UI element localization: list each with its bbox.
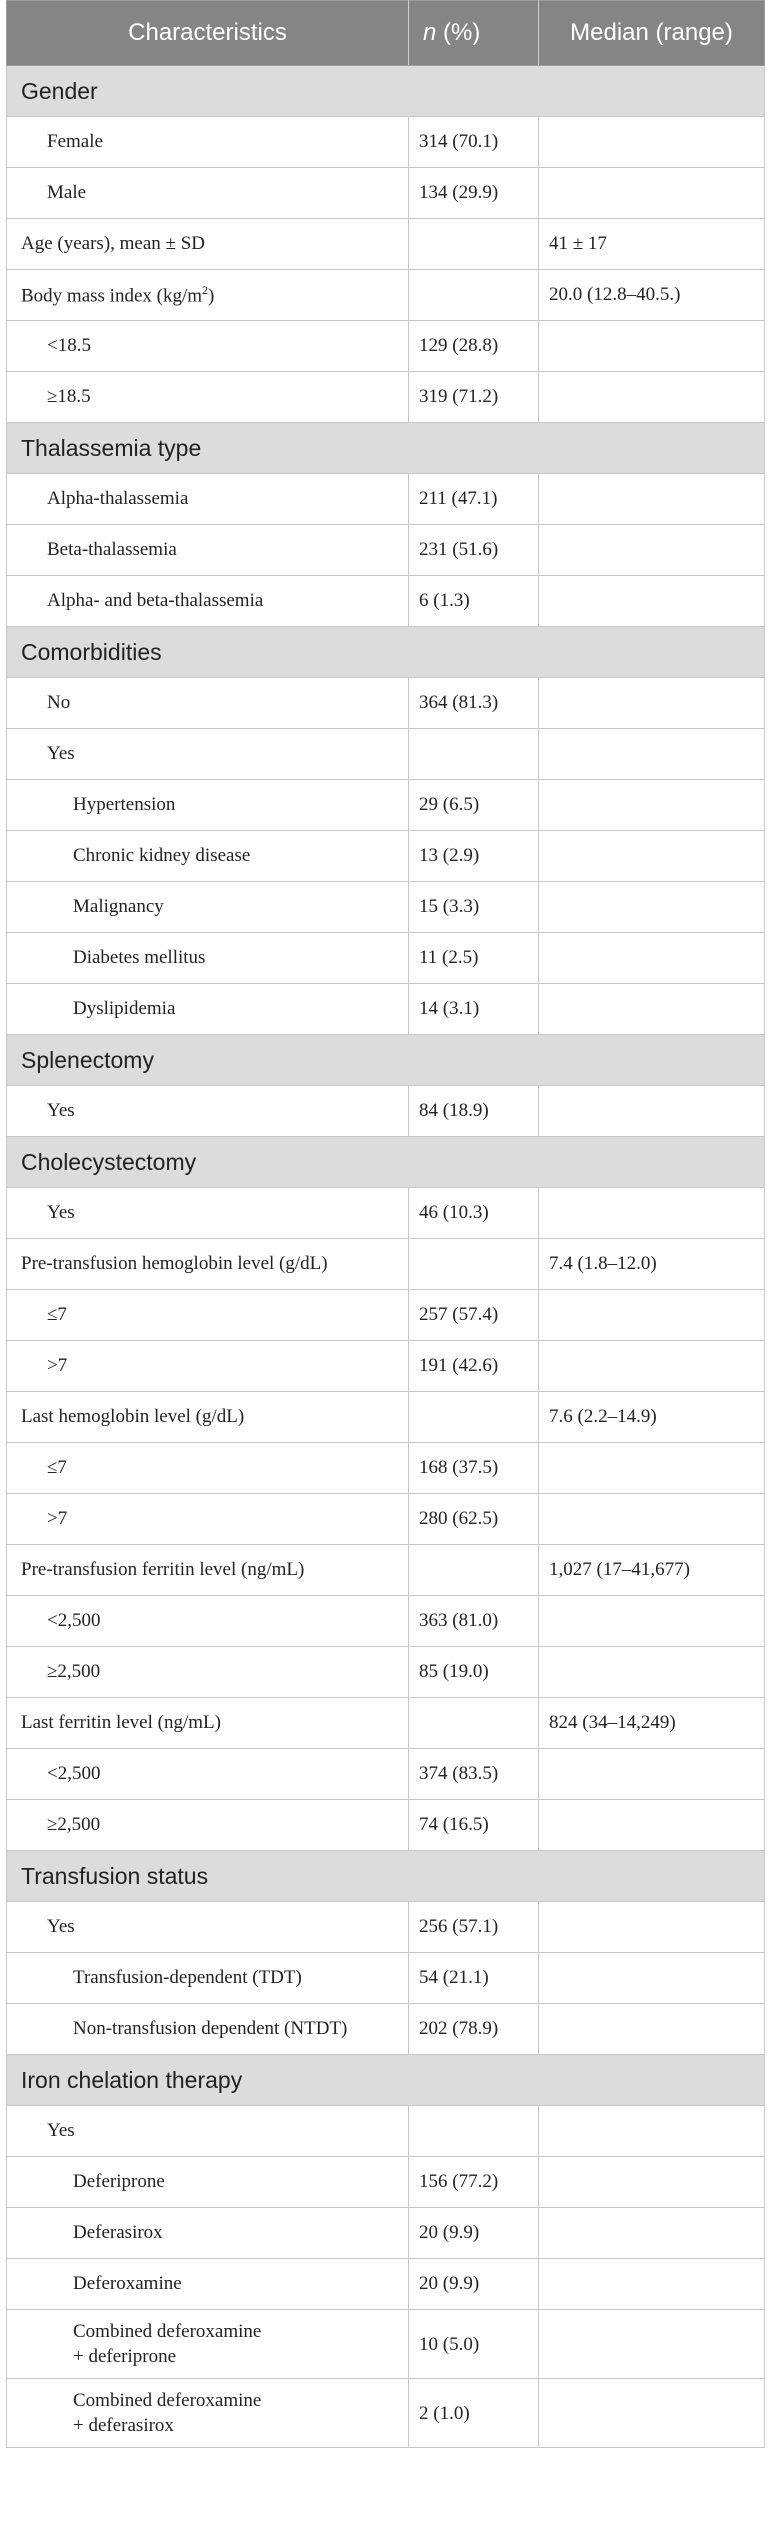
section-header-row <box>7 1851 765 1902</box>
header-n-italic: n <box>423 19 437 46</box>
row-label <box>7 1596 409 1647</box>
table-row <box>7 678 765 729</box>
row-label-text: Malignancy <box>73 896 164 917</box>
row-label-text: No <box>47 692 71 713</box>
row-label <box>7 1647 409 1698</box>
row-label-text: >7 <box>47 1355 68 1376</box>
section-label: Splenectomy <box>7 1035 765 1086</box>
row-label <box>7 2208 409 2259</box>
table-header <box>7 1 765 66</box>
row-label <box>7 1239 409 1290</box>
row-label <box>7 729 409 780</box>
row-label-text: Yes <box>47 1916 75 1937</box>
table-row <box>7 1086 765 1137</box>
row-n-percent: 374 (83.5) <box>409 1749 539 1800</box>
row-label <box>7 2310 409 2379</box>
row-n-percent <box>409 729 539 780</box>
table-row <box>7 2379 765 2448</box>
row-n-percent <box>409 1392 539 1443</box>
row-n-percent <box>409 1239 539 1290</box>
table-row <box>7 474 765 525</box>
row-median-range <box>539 1647 765 1698</box>
row-n-percent: 54 (21.1) <box>409 1953 539 2004</box>
row-label <box>7 1545 409 1596</box>
table-row <box>7 1953 765 2004</box>
row-n-percent: 29 (6.5) <box>409 780 539 831</box>
table-row <box>7 1341 765 1392</box>
row-median-range <box>539 2004 765 2055</box>
row-label-text: Pre-transfusion hemoglobin level (g/dL) <box>21 1253 328 1274</box>
table-row <box>7 576 765 627</box>
row-label-text: Alpha-thalassemia <box>47 488 189 509</box>
row-label-text: Last ferritin level (ng/mL) <box>21 1712 221 1733</box>
header-characteristics: Characteristics <box>7 1 409 66</box>
row-median-range <box>539 1188 765 1239</box>
row-label <box>7 219 409 270</box>
section-header-row <box>7 66 765 117</box>
row-median-range: 1,027 (17–41,677) <box>539 1545 765 1596</box>
row-label <box>7 576 409 627</box>
section-label: Gender <box>7 66 765 117</box>
table-row <box>7 1647 765 1698</box>
row-label-text: Combined deferoxamine <box>73 2321 262 2342</box>
row-label-text: Hypertension <box>73 794 176 815</box>
row-n-percent: 20 (9.9) <box>409 2208 539 2259</box>
row-median-range <box>539 729 765 780</box>
table-row <box>7 2310 765 2379</box>
row-label-text: Combined deferoxamine <box>73 2390 262 2411</box>
row-median-range <box>539 1902 765 1953</box>
row-n-percent: 191 (42.6) <box>409 1341 539 1392</box>
row-label <box>7 1341 409 1392</box>
row-label-text: Last hemoglobin level (g/dL) <box>21 1406 245 1427</box>
table-row <box>7 1749 765 1800</box>
table-row <box>7 168 765 219</box>
row-label-line2: + deferiprone <box>73 2346 177 2367</box>
characteristics-table <box>6 0 765 2448</box>
section-label: Transfusion status <box>7 1851 765 1902</box>
row-n-percent: 2 (1.0) <box>409 2379 539 2448</box>
table-row <box>7 933 765 984</box>
row-label-text: Transfusion-dependent (TDT) <box>73 1967 302 1988</box>
row-median-range: 7.6 (2.2–14.9) <box>539 1392 765 1443</box>
row-label <box>7 474 409 525</box>
row-n-percent: 364 (81.3) <box>409 678 539 729</box>
row-label <box>7 372 409 423</box>
row-label-text: Dyslipidemia <box>73 998 176 1019</box>
row-median-range: 41 ± 17 <box>539 219 765 270</box>
row-label <box>7 1902 409 1953</box>
row-label <box>7 2106 409 2157</box>
row-n-percent: 363 (81.0) <box>409 1596 539 1647</box>
row-median-range <box>539 2106 765 2157</box>
row-n-percent: 280 (62.5) <box>409 1494 539 1545</box>
row-label <box>7 1698 409 1749</box>
row-label-text: Body mass index (kg/m <box>21 285 203 307</box>
section-label: Comorbidities <box>7 627 765 678</box>
table-row <box>7 984 765 1035</box>
row-n-percent <box>409 1545 539 1596</box>
row-n-percent: 6 (1.3) <box>409 576 539 627</box>
table-row <box>7 219 765 270</box>
row-label <box>7 2157 409 2208</box>
row-n-percent: 134 (29.9) <box>409 168 539 219</box>
section-header-row <box>7 1137 765 1188</box>
row-label <box>7 1494 409 1545</box>
row-median-range: 20.0 (12.8–40.5.) <box>539 270 765 321</box>
row-label <box>7 831 409 882</box>
row-label-text: <2,500 <box>47 1610 101 1631</box>
row-label <box>7 984 409 1035</box>
row-median-range <box>539 780 765 831</box>
row-n-percent <box>409 2106 539 2157</box>
table-row <box>7 321 765 372</box>
row-n-percent: 156 (77.2) <box>409 2157 539 2208</box>
row-median-range <box>539 678 765 729</box>
row-n-percent: 20 (9.9) <box>409 2259 539 2310</box>
section-header-row <box>7 423 765 474</box>
row-n-percent: 202 (78.9) <box>409 2004 539 2055</box>
row-median-range <box>539 831 765 882</box>
row-label-text: ≥2,500 <box>47 1661 101 1682</box>
row-label-text: ≤7 <box>47 1457 67 1478</box>
row-n-percent: 85 (19.0) <box>409 1647 539 1698</box>
row-label <box>7 168 409 219</box>
table-row <box>7 2004 765 2055</box>
row-label <box>7 270 409 321</box>
table-row <box>7 1443 765 1494</box>
row-n-percent <box>409 1698 539 1749</box>
header-n-percent <box>409 1 539 66</box>
header-median-range: Median (range) <box>539 1 765 66</box>
header-row <box>7 1 765 66</box>
row-label-line2: + deferasirox <box>73 2415 174 2436</box>
section-label: Cholecystectomy <box>7 1137 765 1188</box>
row-label-text: Yes <box>47 1100 75 1121</box>
row-label-text: ≥18.5 <box>47 386 91 407</box>
row-median-range <box>539 2208 765 2259</box>
row-n-percent: 46 (10.3) <box>409 1188 539 1239</box>
row-median-range <box>539 1086 765 1137</box>
row-median-range <box>539 2379 765 2448</box>
table-row <box>7 1188 765 1239</box>
row-median-range <box>539 576 765 627</box>
row-label-text: <2,500 <box>47 1763 101 1784</box>
row-label-text: Female <box>47 131 103 152</box>
row-median-range <box>539 1494 765 1545</box>
row-label-text: Yes <box>47 2120 75 2141</box>
row-label <box>7 882 409 933</box>
row-label <box>7 525 409 576</box>
row-label <box>7 321 409 372</box>
row-label <box>7 117 409 168</box>
row-label-text: Deferiprone <box>73 2171 165 2192</box>
table-row <box>7 780 765 831</box>
section-header-row <box>7 2055 765 2106</box>
table-row <box>7 882 765 933</box>
table-row <box>7 2259 765 2310</box>
row-label-text: Chronic kidney disease <box>73 845 251 866</box>
row-label-text: Yes <box>47 1202 75 1223</box>
row-label <box>7 780 409 831</box>
table-row <box>7 729 765 780</box>
row-median-range <box>539 984 765 1035</box>
header-n-suffix: (%) <box>436 19 481 46</box>
row-n-percent <box>409 219 539 270</box>
row-label-text: Pre-transfusion ferritin level (ng/mL) <box>21 1559 305 1580</box>
row-label <box>7 2004 409 2055</box>
row-n-percent: 256 (57.1) <box>409 1902 539 1953</box>
table-row <box>7 525 765 576</box>
row-median-range <box>539 1800 765 1851</box>
row-median-range <box>539 1749 765 1800</box>
row-n-percent: 11 (2.5) <box>409 933 539 984</box>
row-median-range <box>539 1596 765 1647</box>
row-label-text: Male <box>47 182 87 203</box>
row-n-percent: 74 (16.5) <box>409 1800 539 1851</box>
table-row <box>7 270 765 321</box>
row-label-text: Deferoxamine <box>73 2273 182 2294</box>
row-n-percent: 15 (3.3) <box>409 882 539 933</box>
table-row <box>7 117 765 168</box>
row-label <box>7 1392 409 1443</box>
row-median-range <box>539 2310 765 2379</box>
row-label-text: Beta-thalassemia <box>47 539 177 560</box>
row-label <box>7 678 409 729</box>
table-row <box>7 2157 765 2208</box>
row-median-range <box>539 321 765 372</box>
row-median-range <box>539 117 765 168</box>
row-n-percent: 231 (51.6) <box>409 525 539 576</box>
table-row <box>7 1494 765 1545</box>
section-label: Iron chelation therapy <box>7 2055 765 2106</box>
row-n-percent: 211 (47.1) <box>409 474 539 525</box>
row-label-superscript: 2 <box>202 282 209 297</box>
row-n-percent <box>409 270 539 321</box>
row-median-range: 7.4 (1.8–12.0) <box>539 1239 765 1290</box>
table-row <box>7 1545 765 1596</box>
row-label <box>7 1086 409 1137</box>
row-label-text: Yes <box>47 743 75 764</box>
section-header-row <box>7 627 765 678</box>
row-median-range <box>539 168 765 219</box>
row-median-range <box>539 1341 765 1392</box>
row-n-percent: 14 (3.1) <box>409 984 539 1035</box>
table-row <box>7 1902 765 1953</box>
row-label-text: Age (years), mean ± SD <box>21 233 206 254</box>
row-label <box>7 1800 409 1851</box>
table-row <box>7 2106 765 2157</box>
row-label <box>7 933 409 984</box>
row-median-range <box>539 2259 765 2310</box>
row-median-range <box>539 372 765 423</box>
row-n-percent: 13 (2.9) <box>409 831 539 882</box>
row-label-text: ≥2,500 <box>47 1814 101 1835</box>
table-row <box>7 1596 765 1647</box>
row-median-range <box>539 1290 765 1341</box>
row-median-range <box>539 933 765 984</box>
row-label-text: ≤7 <box>47 1304 67 1325</box>
table-row <box>7 831 765 882</box>
row-label-text: Non-transfusion dependent (NTDT) <box>73 2018 348 2039</box>
row-median-range <box>539 2157 765 2208</box>
row-n-percent: 257 (57.4) <box>409 1290 539 1341</box>
row-label <box>7 1749 409 1800</box>
row-n-percent: 314 (70.1) <box>409 117 539 168</box>
row-n-percent: 168 (37.5) <box>409 1443 539 1494</box>
row-median-range <box>539 1443 765 1494</box>
row-label <box>7 1290 409 1341</box>
table-row <box>7 372 765 423</box>
table-row <box>7 1239 765 1290</box>
section-header-row <box>7 1035 765 1086</box>
row-median-range: 824 (34–14,249) <box>539 1698 765 1749</box>
row-label <box>7 2259 409 2310</box>
row-label <box>7 2379 409 2448</box>
row-label <box>7 1953 409 2004</box>
row-label-text: Diabetes mellitus <box>73 947 206 968</box>
row-label-text: >7 <box>47 1508 68 1529</box>
row-label-text: Deferasirox <box>73 2222 163 2243</box>
row-n-percent: 319 (71.2) <box>409 372 539 423</box>
table-row <box>7 1392 765 1443</box>
table-row <box>7 1800 765 1851</box>
row-label-text: Alpha- and beta-thalassemia <box>47 590 264 611</box>
section-label: Thalassemia type <box>7 423 765 474</box>
row-median-range <box>539 882 765 933</box>
table-body <box>7 66 765 2448</box>
row-label <box>7 1443 409 1494</box>
table-row <box>7 1290 765 1341</box>
row-n-percent: 129 (28.8) <box>409 321 539 372</box>
row-median-range <box>539 1953 765 2004</box>
row-median-range <box>539 525 765 576</box>
row-n-percent: 10 (5.0) <box>409 2310 539 2379</box>
row-label-text: <18.5 <box>47 335 91 356</box>
table-row <box>7 1698 765 1749</box>
table-row <box>7 2208 765 2259</box>
row-n-percent: 84 (18.9) <box>409 1086 539 1137</box>
row-median-range <box>539 474 765 525</box>
row-label-end: ) <box>208 285 215 307</box>
row-label <box>7 1188 409 1239</box>
